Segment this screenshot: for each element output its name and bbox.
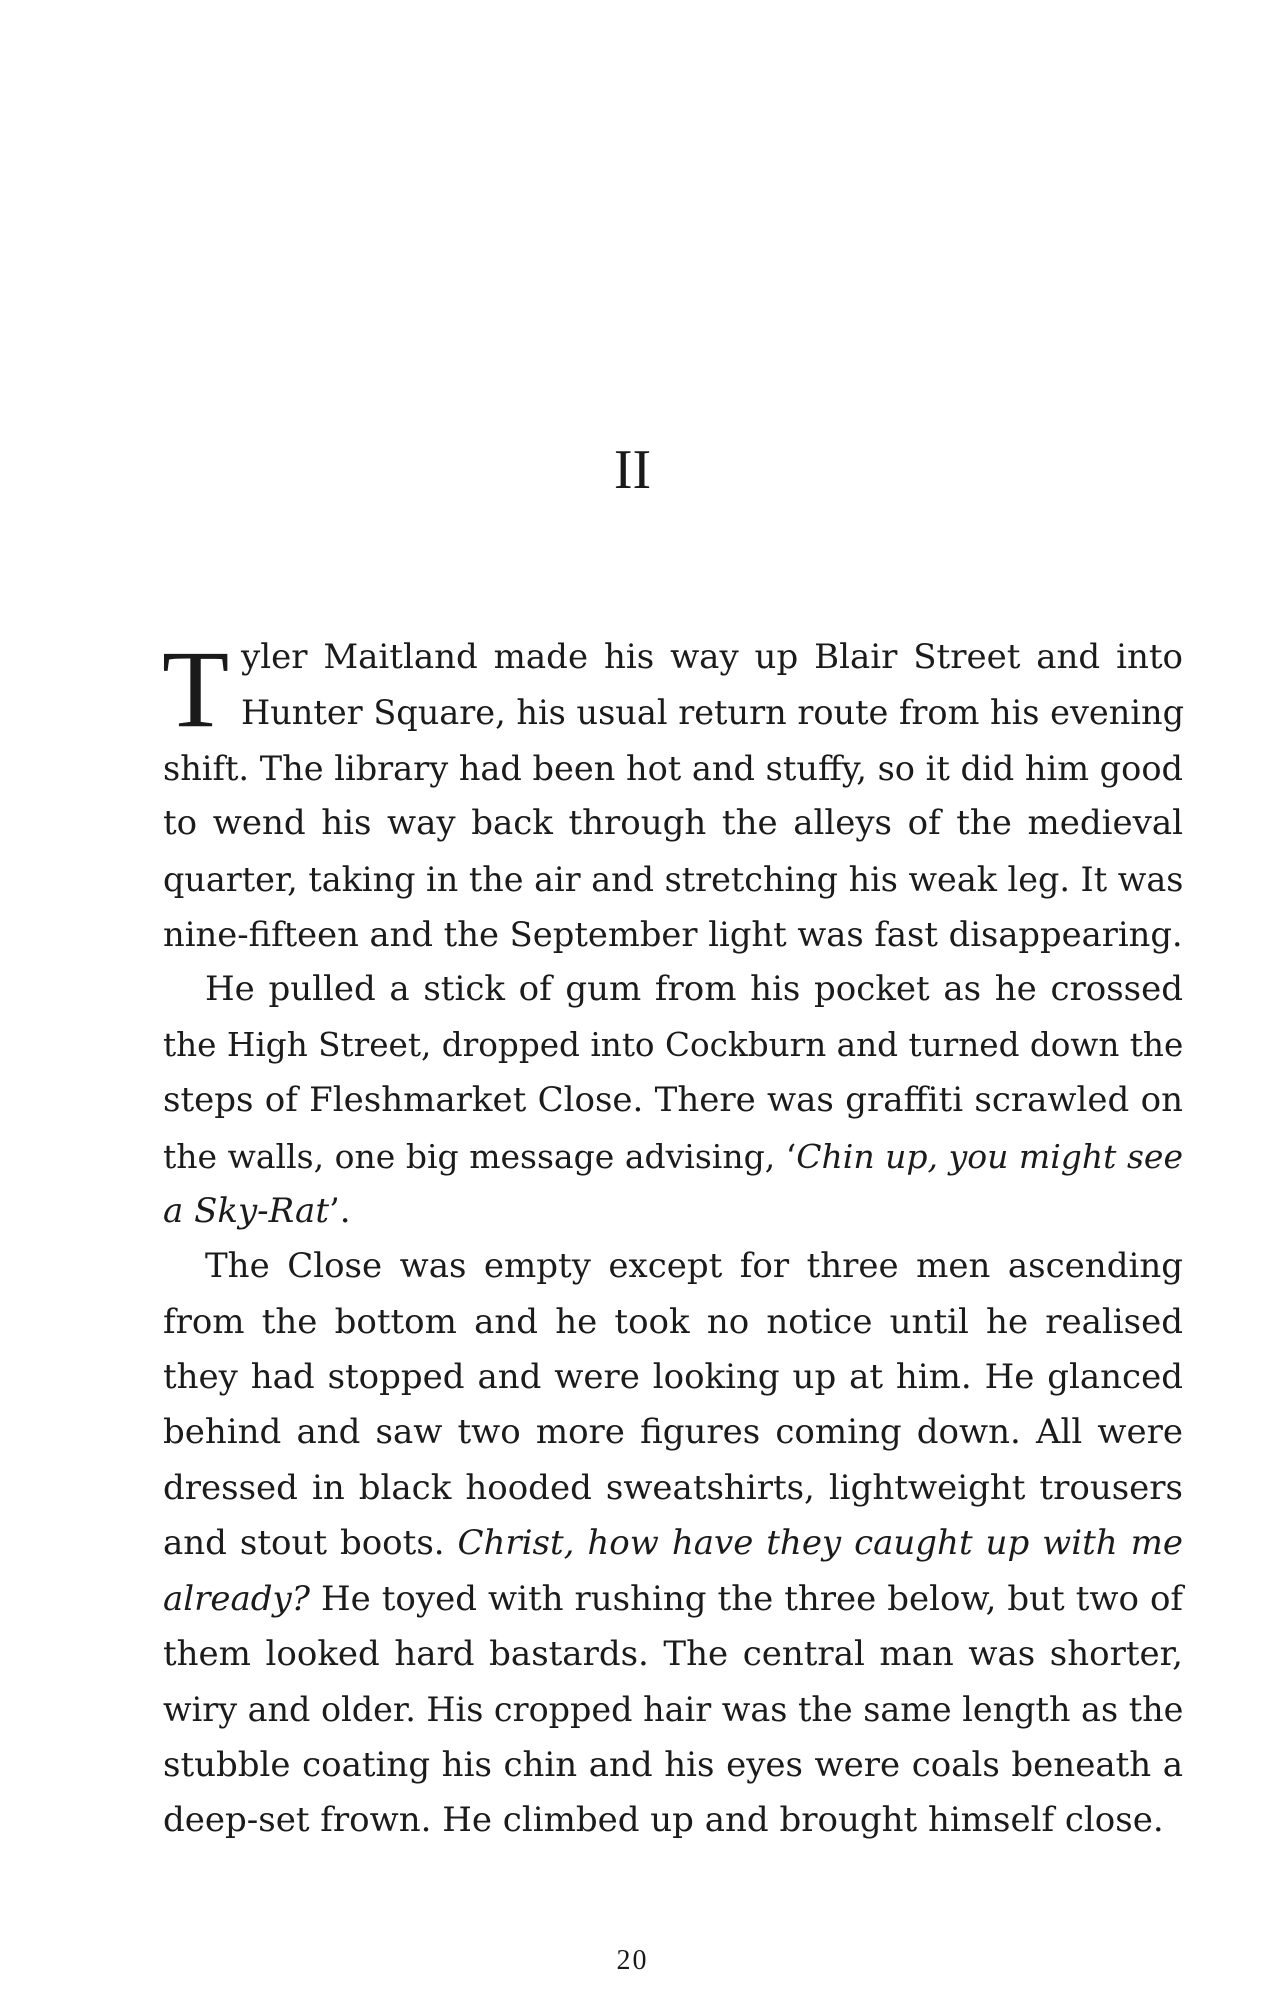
- drop-cap: T: [162, 628, 230, 750]
- chapter-number: II: [613, 439, 652, 501]
- text-line: dressed in black hooded sweatshirts, lightweight trousers: [163, 1467, 1183, 1508]
- text-line: deep-set frown. He climbed up and brought himself close.: [163, 1800, 1164, 1841]
- text-line: steps of Fleshmarket Close. There was graffiti scrawled on: [163, 1080, 1183, 1121]
- text-line: to wend his way back through the alleys of the medieval: [163, 803, 1183, 844]
- body-text: [163, 630, 1183, 1849]
- page-number: 20: [616, 1945, 649, 1976]
- text-line: Hunter Square, his usual return route from his evening: [241, 693, 1185, 733]
- text-line: nine-fifteen and the September light was fast disappearing.: [163, 914, 1183, 954]
- text-line: behind and saw two more figures coming down. All were: [163, 1412, 1183, 1453]
- text-line: yler Maitland made his way up Blair Street and into: [241, 637, 1183, 677]
- text-line: a Sky-Rat’.: [163, 1190, 351, 1231]
- text-line: them looked hard bastards. The central man was shorter,: [163, 1634, 1183, 1675]
- text-line: The Close was empty except for three men ascending: [205, 1246, 1183, 1287]
- text-line: from the bottom and he took no notice until he realised: [163, 1301, 1183, 1342]
- text-line: the walls, one big message advising, ‘Chin up, you might see: [163, 1136, 1183, 1176]
- text-line: the High Street, dropped into Cockburn and turned down the: [163, 1025, 1184, 1064]
- paragraph-3: [163, 1239, 1183, 1848]
- text-line: and stout boots. Christ, how have they caught up with me: [163, 1523, 1183, 1564]
- paragraph-2: [163, 962, 1183, 1239]
- text-line: shift. The library had been hot and stuffy, so it did him good: [163, 748, 1183, 788]
- text-line: they had stopped and were looking up at him. He glanced: [163, 1357, 1183, 1398]
- text-line: already? He toyed with rushing the three below, but two of: [163, 1578, 1183, 1619]
- text-line: quarter, taking in the air and stretching his weak leg. It was: [163, 859, 1184, 899]
- paragraph-1: [163, 630, 1183, 962]
- text-line: wiry and older. His cropped hair was the same length as the: [163, 1690, 1184, 1730]
- text-line: stubble coating his chin and his eyes were coals beneath a: [163, 1744, 1183, 1785]
- text-line: He pulled a stick of gum from his pocket as he crossed: [205, 969, 1183, 1010]
